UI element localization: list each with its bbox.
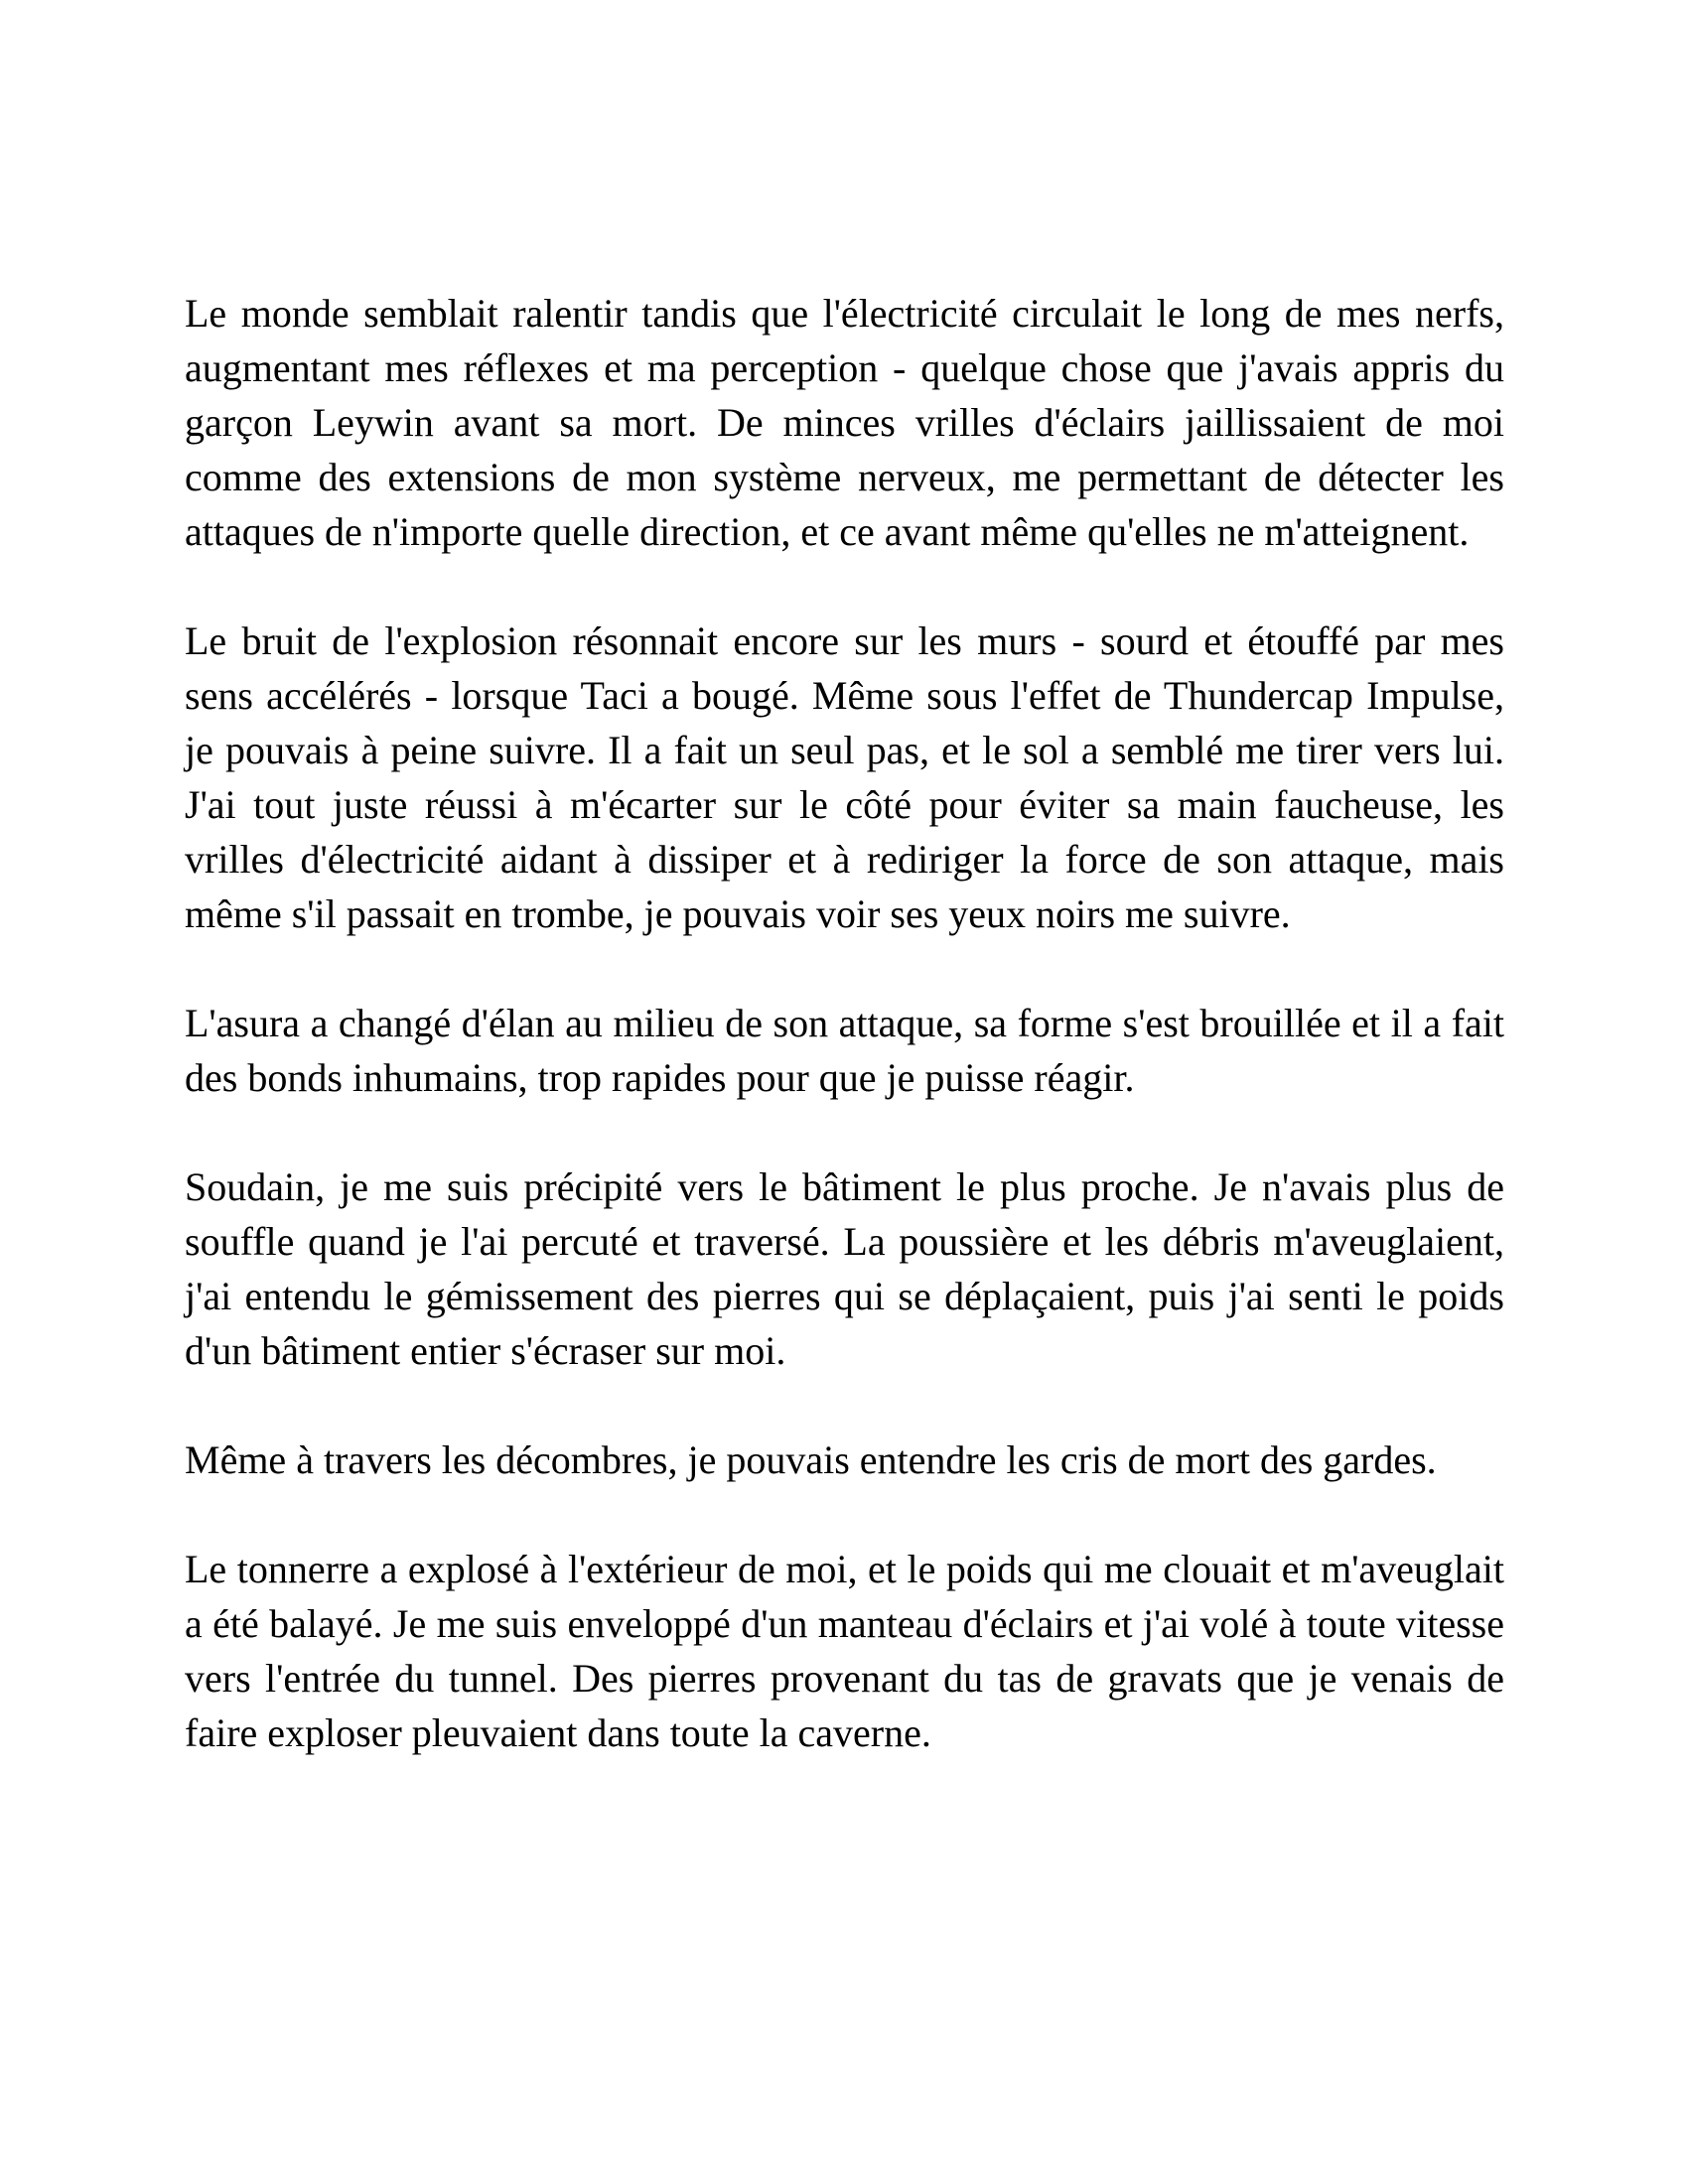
- paragraph: L'asura a changé d'élan au milieu de son attaque, sa forme s'est brouillée et il a fait des bonds inhumains, trop rapides pour que je puisse réagir.: [185, 1001, 1504, 1100]
- paragraph: Même à travers les décombres, je pouvais entendre les cris de mort des gardes.: [185, 1437, 1437, 1482]
- paragraph: Le tonnerre a explosé à l'extérieur de moi, et le poids qui me clouait et m'aveuglait a été balayé. Je me suis enveloppé d'un manteau d'éclairs et j'ai volé à toute vitesse vers l'entrée du tunnel. Des pierres provenant du tas de gravats que je venais de faire exploser pleuvaient dans toute la caverne.: [185, 1547, 1504, 1755]
- paragraph: Soudain, je me suis précipité vers le bâtiment le plus proche. Je n'avais plus de souffle quand je l'ai percuté et traversé. La poussière et les débris m'aveuglaient, j'ai entendu le gémissement des pierres qui se déplaçaient, puis j'ai senti le poids d'un bâtiment entier s'écraser sur moi.: [185, 1164, 1504, 1373]
- paragraph: Le bruit de l'explosion résonnait encore sur les murs - sourd et étouffé par mes sens accélérés - lorsque Taci a bougé. Même sous l'effet de Thundercap Impulse, je pouvais à peine suivre. Il a fait un seul pas, et le sol a semblé me tirer vers lui. J'ai tout juste réussi à m'écarter sur le côté pour éviter sa main faucheuse, les vrilles d'électricité aidant à dissiper et à rediriger la force de son attaque, mais même s'il passait en trombe, je pouvais voir ses yeux noirs me suivre.: [185, 618, 1504, 936]
- paragraph: Le monde semblait ralentir tandis que l'électricité circulait le long de mes nerfs, augmentant mes réflexes et ma perception - quelque chose que j'avais appris du garçon Leywin avant sa mort. De minces vrilles d'éclairs jaillissaient de moi comme des extensions de mon système nerveux, me permettant de détecter les attaques de n'importe quelle direction, et ce avant même qu'elles ne m'atteignent.: [185, 291, 1504, 554]
